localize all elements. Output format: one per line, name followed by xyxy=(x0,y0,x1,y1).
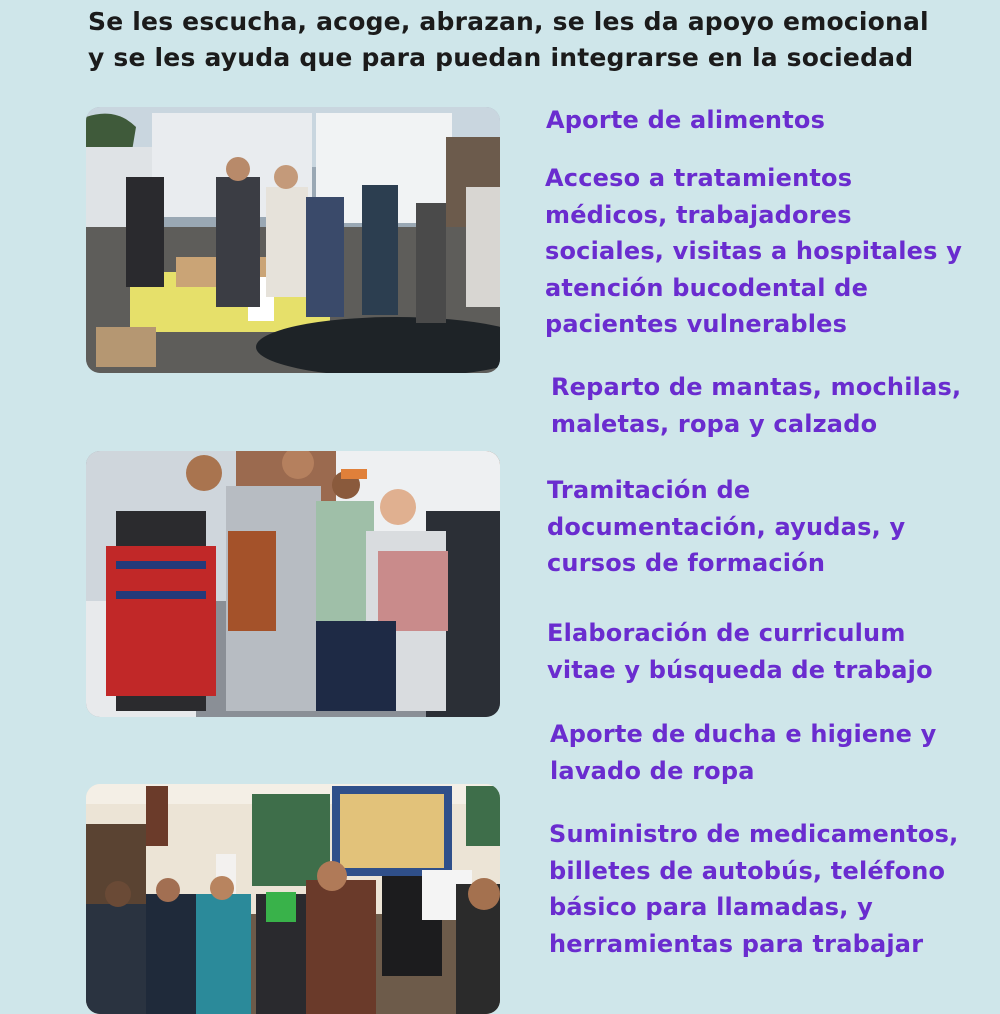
service-line: cursos de formación xyxy=(547,549,826,577)
service-line: básico para llamadas, y xyxy=(549,893,873,921)
service-line: médicos, trabajadores xyxy=(545,200,852,229)
service-line: pacientes vulnerables xyxy=(545,310,848,338)
classroom-group-photo xyxy=(86,784,500,1014)
food-distribution-photo xyxy=(86,107,500,373)
service-medical xyxy=(545,160,962,343)
service-line: lavado de ropa xyxy=(550,756,755,785)
service-line: Elaboración de curriculum xyxy=(547,619,906,647)
service-line: billetes de autobús, teléfono xyxy=(549,856,946,885)
blanket-distribution-photo xyxy=(86,451,500,717)
header-line-2: y se les ayuda que para puedan integrarse en la sociedad xyxy=(88,43,914,72)
page-header xyxy=(88,4,988,76)
service-line: Aporte de ducha e higiene y xyxy=(550,720,937,748)
service-line: maletas, ropa y calzado xyxy=(551,409,878,438)
service-line: herramientas para trabajar xyxy=(549,929,924,958)
service-line: vitae y búsqueda de trabajo xyxy=(547,655,933,684)
service-line: Reparto de mantas, mochilas, xyxy=(551,373,962,401)
service-line: Acceso a tratamientos xyxy=(545,164,853,192)
service-employment xyxy=(547,615,933,688)
header-line-1: Se les escucha, acoge, abrazan, se les da apoyo emocional xyxy=(88,7,929,36)
service-food xyxy=(546,102,825,139)
service-line: Suministro de medicamentos, xyxy=(549,820,959,848)
service-line: documentación, ayudas, y xyxy=(547,512,906,541)
service-paperwork xyxy=(547,472,905,582)
service-supplies xyxy=(549,816,958,962)
service-hygiene xyxy=(550,716,937,789)
service-line: Aporte de alimentos xyxy=(546,106,826,134)
service-line: Tramitación de xyxy=(547,476,751,504)
service-line: atención bucodental de xyxy=(545,273,869,302)
service-line: sociales, visitas a hospitales y xyxy=(545,237,963,265)
service-clothing xyxy=(551,369,961,442)
